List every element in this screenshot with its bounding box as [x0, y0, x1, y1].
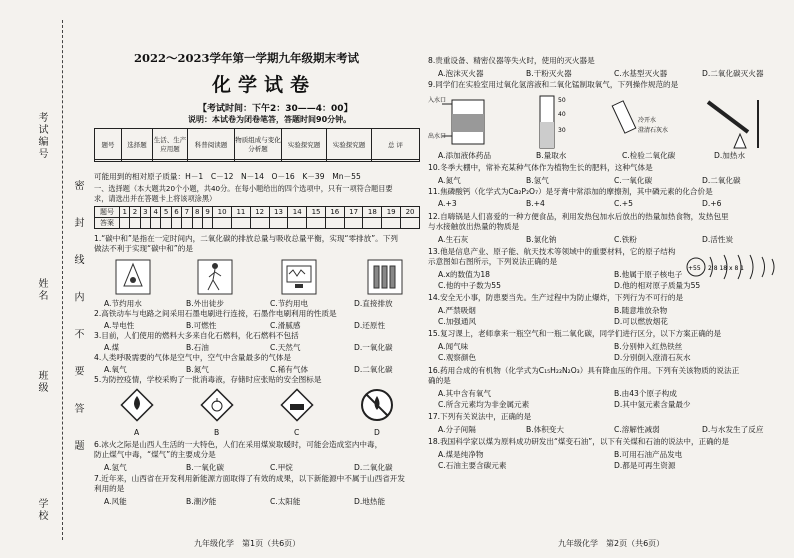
option: D.+6	[702, 199, 722, 208]
option: A.分子间隔	[438, 425, 476, 434]
q4-text: 4.人类呼吸需要的气体是空气中，空气中含量最多的气体是	[94, 353, 292, 362]
option: C.天然气	[270, 343, 301, 352]
q1-text-2: 做法不利于实现“碳中和”的是	[94, 244, 193, 253]
option: B	[214, 428, 220, 437]
option: D.与水发生了反应	[702, 425, 764, 434]
school-label: 学校	[36, 498, 47, 522]
seal-dashed-line	[62, 20, 63, 540]
exam-no-label: 考试编号	[36, 112, 47, 160]
option: C	[294, 428, 300, 437]
answer-num: 1	[120, 207, 130, 218]
svg-text:50: 50	[558, 97, 566, 104]
option: B.+4	[526, 199, 545, 208]
q8-text: 8.贵重设备、精密仪器等失火时，使用的灭火器是	[428, 56, 595, 65]
option: A.泡沫灭火器	[438, 69, 484, 78]
option: D.二氧化碳	[354, 365, 393, 374]
water-filter-icon	[428, 96, 484, 144]
option: B.可燃性	[186, 321, 217, 330]
corrosive-sign-icon	[281, 389, 312, 420]
option: C.节约用电	[270, 299, 309, 308]
option: B.随意堆放杂物	[614, 306, 668, 315]
exam-note: 说明：本试卷为闭卷笔答，答题时间90分钟。	[188, 115, 352, 124]
shells-label: 2 8 18 x 8 1	[708, 265, 744, 272]
option: C.溶解性减弱	[614, 425, 660, 434]
q13-text-2: 示意图如右图所示，下列说法正确的是	[428, 257, 558, 266]
q6-text-2: 防止煤气中毒，“煤气”的主要成分是	[94, 450, 216, 459]
option: C.石油主要含碳元素	[438, 461, 507, 470]
option: B.外出徒步	[186, 299, 224, 308]
q18-text: 18.我国科学家以煤为原料成功研发出“煤变石油”，以下有关煤和石油的说法中，正确的是	[428, 437, 729, 446]
option: B.他属于原子核电子	[614, 270, 683, 279]
option: B.由43个原子构成	[614, 389, 677, 398]
option: C.检验二氧化碳	[622, 151, 676, 160]
option: A.氢气	[104, 463, 127, 472]
option: C.他的中子数为55	[438, 281, 501, 290]
exam-title: 2022～2023学年第一学期九年级期末考试	[134, 51, 360, 65]
option: D.二氧化碳	[354, 463, 393, 472]
score-header: 实验探究题	[282, 129, 327, 160]
nucleus-label: +55	[688, 265, 701, 272]
option: B.量取水	[536, 151, 567, 160]
footer-page-1: 九年级化学 第1页（共6页）	[194, 539, 301, 548]
answer-table	[94, 206, 420, 229]
q9-apparatus	[428, 92, 784, 154]
section1-instruction-2: 求，请选出并在答题卡上将该项涂黑）	[94, 194, 217, 203]
gas-test-icon	[612, 101, 668, 134]
option: D.活性炭	[702, 235, 734, 244]
option: C.加强通风	[438, 317, 477, 326]
option: A.风能	[104, 497, 127, 506]
option: C.铁粉	[614, 235, 637, 244]
name-label: 姓名	[36, 278, 47, 302]
q5-safety-signs	[114, 386, 414, 426]
option: A.添加液体药品	[438, 151, 492, 160]
q14-text: 14.安全无小事，防患要当先。生产过程中为防止爆炸，下列行为不可行的是	[428, 293, 684, 302]
seal-line-text: 密 封 线 内 不 要 答 题	[72, 180, 83, 463]
option: B.一氧化碳	[186, 463, 224, 472]
q17-text: 17.下列有关说法中，正确的是	[428, 412, 532, 421]
test-tubes-icon	[368, 260, 402, 294]
atom-structure-diagram	[684, 252, 784, 282]
option: D.直接排放	[354, 299, 393, 308]
option: A.氮气	[438, 176, 461, 185]
q2-text: 2.高铁动车与电路之间采用石墨电刷进行连接，石墨作电刷利用的性质是	[94, 309, 337, 318]
svg-text:30: 30	[558, 127, 566, 134]
score-header: 总 评	[372, 129, 420, 160]
answer-num: 9	[202, 207, 212, 218]
option: D.还原性	[354, 321, 386, 330]
option: D.二氧化碳	[702, 176, 741, 185]
section1-instruction: 一、选择题（本大题共20个小题，共40分。在每小题给出的四个选项中，只有一项符合题目要	[94, 184, 393, 193]
q12-text: 12.自嗨锅是人们喜爱的一种方便食品，利用发热包加水后放出的热量加热食物，发热包里	[428, 212, 729, 221]
option: B.干粉灭火器	[526, 69, 572, 78]
option: B.石油	[186, 343, 209, 352]
option: A.导电性	[104, 321, 135, 330]
score-blank-row	[95, 160, 420, 162]
answer-num: 5	[161, 207, 171, 218]
flammable-sign-icon	[121, 389, 152, 420]
option: D.分别倒入澄清石灰水	[614, 353, 691, 362]
option: D.二氧化碳灭火器	[702, 69, 764, 78]
answer-a-label: 答案	[95, 218, 120, 229]
binding-margin	[0, 0, 92, 558]
option: C.+5	[614, 199, 633, 208]
option: A.生石灰	[438, 235, 469, 244]
option: C.一氧化碳	[614, 176, 653, 185]
score-header: 实验探究题	[327, 129, 372, 160]
q1-text: 1.“碳中和”是指在一定时间内，二氧化碳的排放总量与吸收总量平衡，实现“零排放”。下列	[94, 234, 398, 243]
option: A	[134, 428, 140, 437]
option: A.氧气	[104, 365, 127, 374]
q7-text: 7.近年来，山西省在开发利用新能源方面取得了有效的成果，以下新能源中不属于山西省开发	[94, 474, 405, 483]
option: B.氮气	[186, 365, 209, 374]
q12-text-2: 与水接触放出热量的物质是	[428, 222, 520, 231]
option: A.其中含有氧气	[438, 389, 492, 398]
score-header-row	[95, 129, 420, 160]
faucet-icon	[116, 260, 150, 294]
score-header: 物质组成与变化分析题	[235, 129, 282, 160]
svg-text:40: 40	[558, 111, 566, 118]
heating-tube-icon	[708, 100, 758, 148]
option: C.太阳能	[270, 497, 301, 506]
option: C.滑腻感	[270, 321, 301, 330]
option: A.x的数值为18	[438, 270, 491, 279]
option: A.+3	[438, 199, 457, 208]
option: B.可用石油产品发电	[614, 450, 683, 459]
q15-text: 15.复习课上，老师拿来一瓶空气和一瓶二氧化碳，同学们进行区分，以下方案正确的是	[428, 329, 722, 338]
answer-num: 8	[192, 207, 202, 218]
cold-water-label: 冷开水	[638, 117, 657, 124]
option: C.稀有气体	[270, 365, 309, 374]
option: D.可以燃放烟花	[614, 317, 668, 326]
score-header: 科普阅读题	[188, 129, 235, 160]
answer-num: 6	[171, 207, 181, 218]
option: C.水基型灭火器	[614, 69, 668, 78]
score-header: 选择题	[122, 129, 153, 160]
exam-time: 【考试时间：下午2：30——4：00】	[198, 104, 353, 114]
option: D.一氧化碳	[354, 343, 393, 352]
score-header: 题号	[95, 129, 122, 160]
option: A.严禁吸烟	[438, 306, 476, 315]
outlet-label: 出水口	[428, 133, 447, 140]
answer-num: 18	[363, 207, 382, 218]
option: C.所含元素均为非金属元素	[438, 400, 530, 409]
inlet-label: 入水口	[428, 97, 447, 104]
option: B.氯化钠	[526, 235, 557, 244]
answer-num: 14	[288, 207, 307, 218]
score-header: 生活、生产应用题	[153, 129, 188, 160]
option: D	[374, 428, 380, 437]
option: A.煤是纯净物	[438, 450, 484, 459]
option: A.闻气味	[438, 342, 469, 351]
answer-blank-row	[95, 218, 420, 229]
answer-number-row	[95, 207, 420, 218]
option: B.分别伸入红热铁丝	[614, 342, 683, 351]
answer-num: 15	[307, 207, 326, 218]
option: B.潮汐能	[186, 497, 217, 506]
option: C.甲烷	[270, 463, 293, 472]
option: B.体积变大	[526, 425, 564, 434]
limewater-label: 澄清石灰水	[638, 127, 669, 134]
q10-text: 10.冬季大棚中，常补充某种气体作为植物生长的肥料，这种气体是	[428, 163, 653, 172]
q1-images	[106, 256, 416, 296]
q9-text: 9.同学们在实验室用过氧化氢溶液和二氧化锰制取氧气，下列操作规范的是	[428, 80, 679, 89]
option: D.他的相对原子质量为55	[614, 281, 701, 290]
atomic-masses: 可能用到的相对原子质量：H－1 C－12 N－14 O－16 K－39 Mn－55	[94, 172, 361, 181]
option: A.节约用水	[104, 299, 142, 308]
option: D.加热水	[714, 151, 746, 160]
answer-num: 13	[269, 207, 288, 218]
option: A.煤	[104, 343, 120, 352]
answer-num: 2	[130, 207, 140, 218]
option: B.氢气	[526, 176, 549, 185]
q11-text: 11.焦磷酸钙（化学式为Ca₂P₂O₇）是牙膏中常添加的摩擦剂，其中磷元素的化合价是	[428, 187, 713, 196]
answer-num: 10	[213, 207, 232, 218]
q6-text: 6.冰火之际是山西人生活的一大特色，人们在采用煤炭取暖时，可能会造成室内中毒，	[94, 440, 383, 449]
q5-text: 5.为防控疫情，学校采购了一批消毒液，存储时应张贴的安全图标是	[94, 375, 322, 384]
answer-num: 12	[250, 207, 269, 218]
footer-page-2: 九年级化学 第2页（共6页）	[558, 539, 665, 548]
graduated-cylinder-icon	[540, 96, 566, 148]
answer-num: 7	[182, 207, 192, 218]
monitor-icon	[282, 260, 316, 294]
answer-q-label: 题号	[95, 207, 120, 218]
walking-icon	[198, 260, 232, 294]
oxidizer-sign-icon	[201, 389, 232, 420]
q16-text-2: 确的是	[428, 376, 451, 385]
q13-text: 13.他是信息产业、原子能、航天技术等领域中的重要材料，它的原子结构	[428, 247, 676, 256]
answer-num: 17	[344, 207, 363, 218]
q7-text-2: 利用的是	[94, 484, 125, 493]
option: D.其中氢元素含量最少	[614, 400, 691, 409]
answer-num: 11	[232, 207, 251, 218]
option: C.观察颜色	[438, 353, 477, 362]
q16-text: 16.药用合成的有机物（化学式为C₁₅H₂₂N₂O₃）具有降血压的作用。下列有关该物质的说法正	[428, 366, 740, 375]
answer-num: 16	[325, 207, 344, 218]
answer-num: 3	[140, 207, 150, 218]
no-fire-sign-icon	[362, 390, 392, 420]
option: D.都是可再生资源	[614, 461, 676, 470]
answer-num: 4	[151, 207, 161, 218]
score-table	[94, 128, 420, 162]
answer-num: 19	[382, 207, 401, 218]
q3-text: 3.目前，人们使用的燃料大多来自化石燃料，化石燃料不包括	[94, 331, 299, 340]
class-label: 班级	[36, 370, 47, 394]
answer-num: 20	[401, 207, 420, 218]
subject-title: 化学试卷	[212, 74, 317, 96]
option: D.地热能	[354, 497, 386, 506]
